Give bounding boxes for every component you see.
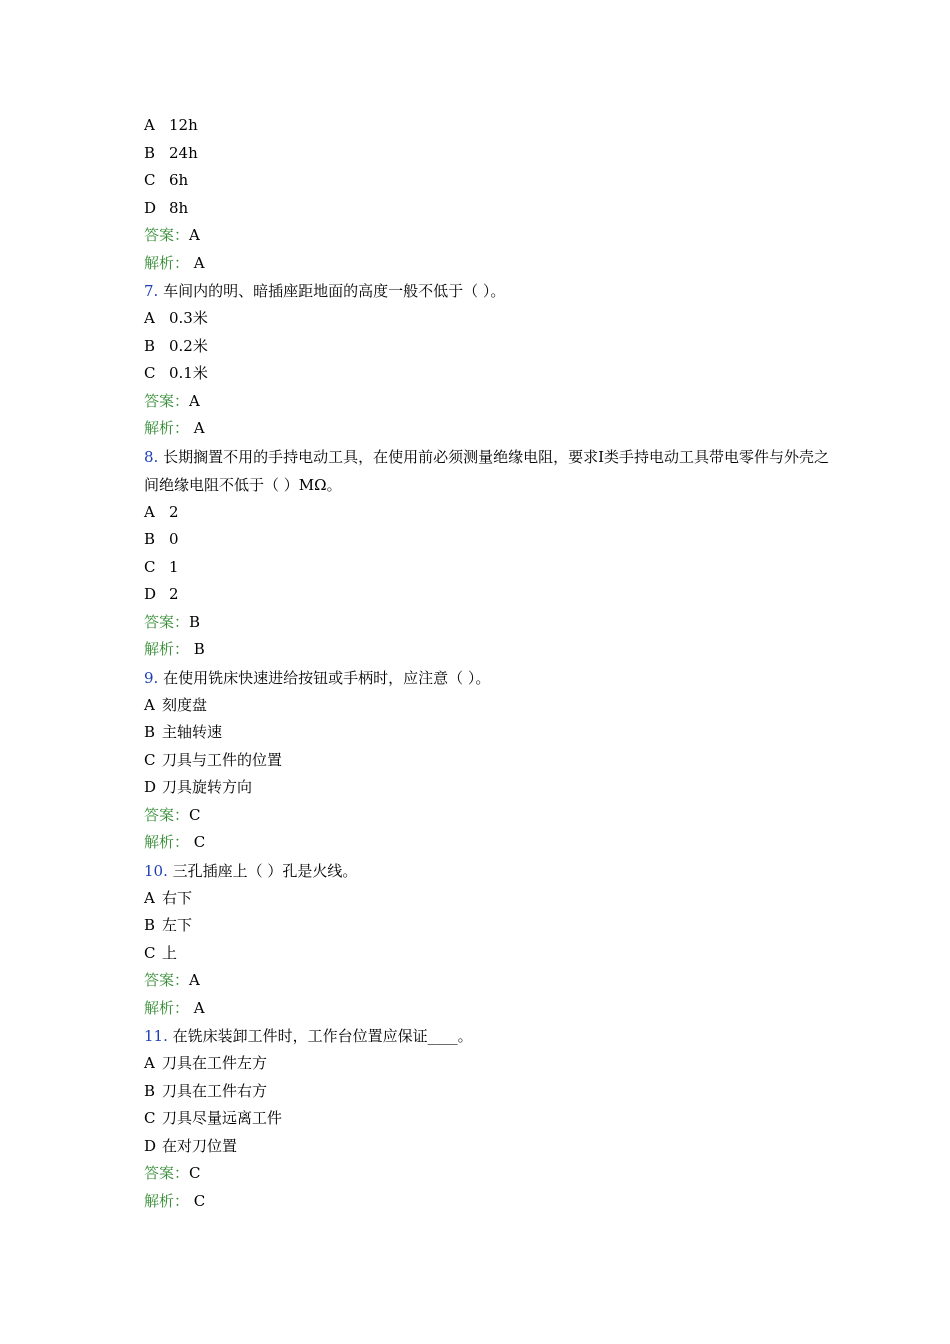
question-11 xyxy=(144,1022,844,1215)
question-number: 9. xyxy=(144,668,159,687)
option-a: A 刀具在工件左方 xyxy=(144,1054,268,1072)
option-a: A 右下 xyxy=(144,888,193,907)
option-b: B 刀具在工件右方 xyxy=(144,1081,268,1100)
option-a: A 0.3米 xyxy=(144,309,208,327)
option-a: A 2 xyxy=(144,502,179,521)
question-10 xyxy=(144,857,844,1023)
option-c: C 0.1米 xyxy=(144,364,208,382)
explanation-line: 解析： C xyxy=(144,833,206,851)
question-number: 11. xyxy=(144,1027,168,1045)
question-stem: 7. 车间内的明、暗插座距地面的高度一般不低于（ ）。 xyxy=(144,282,506,300)
question-number: 8. xyxy=(144,447,159,466)
option-a: A 刻度盘 xyxy=(144,695,208,714)
option-d: D 8h xyxy=(144,198,189,217)
option-a: A 12h xyxy=(144,116,198,134)
question-stem: 9. 在使用铣床快速进给按钮或手柄时，应注意（ ）。 xyxy=(144,668,491,687)
option-c: C 刀具与工件的位置 xyxy=(144,750,283,769)
option-c: C 上 xyxy=(144,943,178,962)
answer-line: 答案：A xyxy=(144,226,200,244)
explanation-line: 解析： C xyxy=(144,1191,206,1210)
explanation-line: 解析： B xyxy=(144,640,205,658)
question-number: 7. xyxy=(144,282,159,300)
question-7 xyxy=(144,277,844,443)
explanation-line: 解析： A xyxy=(144,253,205,272)
explanation-line: 解析： A xyxy=(144,998,205,1017)
option-d: D 刀具旋转方向 xyxy=(144,778,253,796)
option-d: D 在对刀位置 xyxy=(144,1136,238,1155)
question-stem: 8. 长期搁置不用的手持电动工具，在使用前必须测量绝缘电阻，要求Ⅰ类手持电动工具带电零件与外壳之间绝缘电阻不低于（ ）MΩ。 xyxy=(144,447,830,494)
question-8 xyxy=(144,443,844,664)
option-b: B 0 xyxy=(144,530,179,548)
question-6-tail xyxy=(144,112,844,277)
question-stem: 10. 三孔插座上（ ）孔是火线。 xyxy=(144,861,358,880)
question-list xyxy=(144,112,844,1215)
option-c: C 刀具尽量远离工件 xyxy=(144,1109,283,1127)
option-c: C 1 xyxy=(144,557,179,576)
question-number: 10. xyxy=(144,861,168,880)
option-d: D 2 xyxy=(144,585,179,603)
option-c: C 6h xyxy=(144,171,189,189)
question-9 xyxy=(144,664,844,857)
answer-line: 答案：A xyxy=(144,391,200,410)
explanation-line: 解析： A xyxy=(144,419,205,437)
option-b: B 主轴转速 xyxy=(144,723,223,741)
question-stem: 11. 在铣床装卸工件时，工作台位置应保证____。 xyxy=(144,1027,473,1045)
option-b: B 0.2米 xyxy=(144,336,208,355)
option-b: B 24h xyxy=(144,143,198,162)
option-b: B 左下 xyxy=(144,916,193,934)
answer-line: 答案：B xyxy=(144,612,201,631)
answer-line: 答案：C xyxy=(144,1164,201,1182)
answer-line: 答案：C xyxy=(144,805,201,824)
answer-line: 答案：A xyxy=(144,971,200,989)
